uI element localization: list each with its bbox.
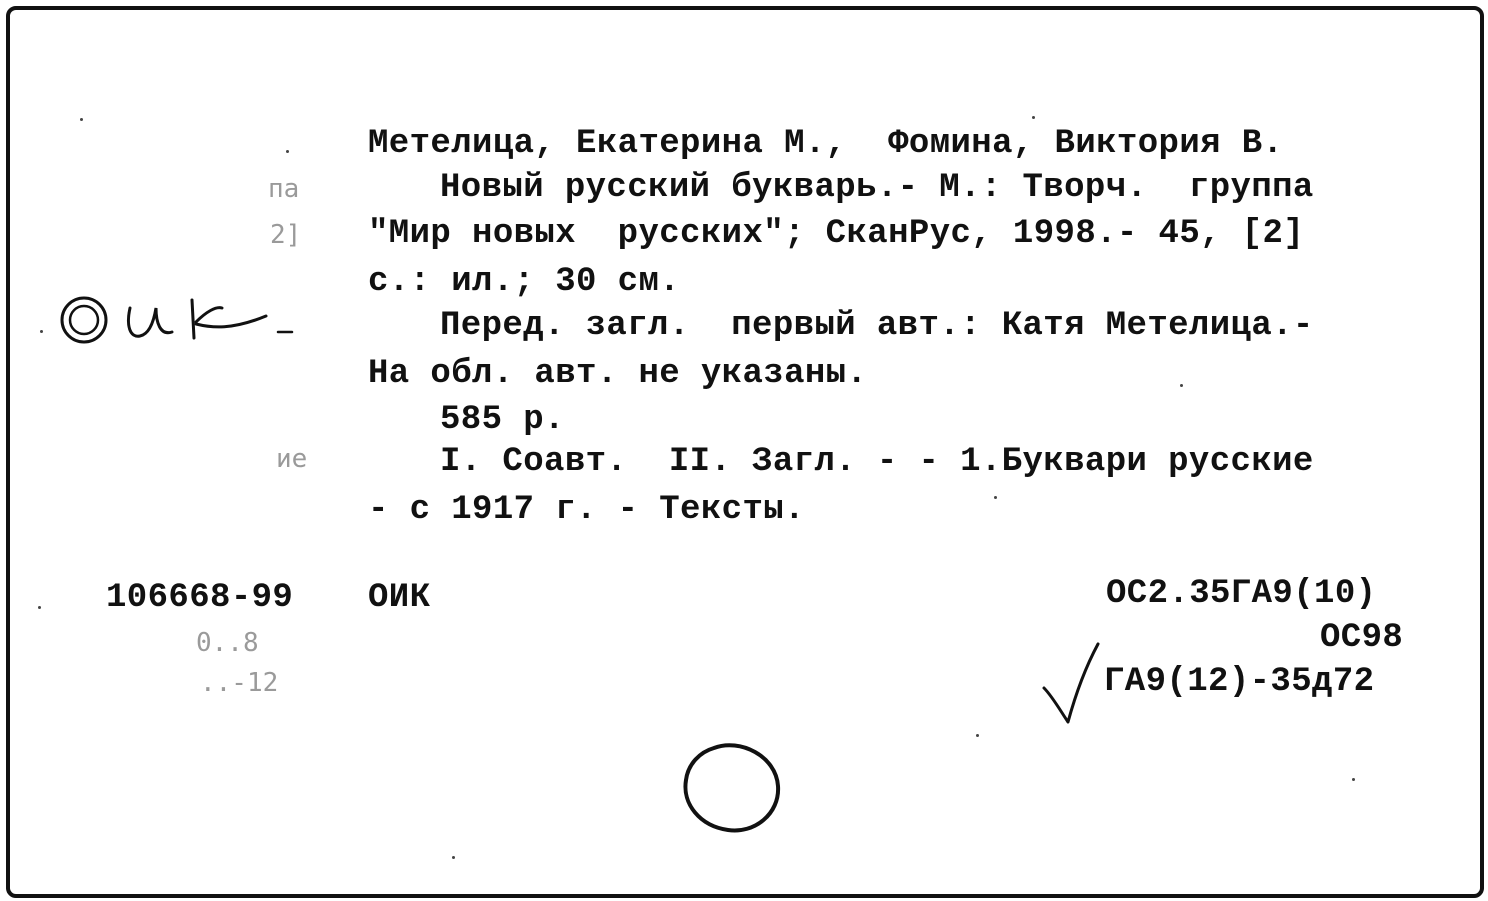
note-line: На обл. авт. не указаны. bbox=[368, 355, 868, 393]
speck bbox=[1180, 384, 1183, 387]
margin-fragment: 0..8 bbox=[196, 628, 259, 658]
classification-code: ГА9(12)-35д72 bbox=[1104, 663, 1375, 701]
classification-code: ОС98 bbox=[1320, 619, 1404, 657]
classification-code: ОС2.35ГА9(10) bbox=[1106, 575, 1377, 613]
speck bbox=[80, 118, 83, 121]
accession-number: 106668-99 bbox=[106, 579, 294, 617]
authors-line: Метелица, Екатерина М., Фомина, Виктория В. bbox=[368, 125, 1284, 163]
margin-fragment: ие bbox=[276, 444, 308, 474]
speck bbox=[40, 330, 43, 333]
physical-description: с.: ил.; 30 см. bbox=[368, 263, 681, 301]
margin-fragment: ..-12 bbox=[200, 668, 279, 698]
note-line: Перед. загл. первый авт.: Катя Метелица.- bbox=[440, 307, 1314, 345]
margin-fragment: 2] bbox=[270, 220, 302, 250]
speck bbox=[976, 734, 979, 737]
tracing-line: I. Соавт. II. Загл. - - 1.Буквари русские bbox=[440, 443, 1314, 481]
speck bbox=[38, 606, 41, 609]
tracing-line: - с 1917 г. - Тексты. bbox=[368, 491, 805, 529]
title-line: "Мир новых русских"; СканРус, 1998.- 45, [2] bbox=[368, 215, 1305, 253]
speck bbox=[1032, 116, 1035, 119]
title-line: Новый русский букварь.- М.: Творч. группа bbox=[440, 169, 1314, 207]
department-code: ОИК bbox=[368, 579, 431, 617]
speck bbox=[1352, 778, 1355, 781]
speck bbox=[452, 856, 455, 859]
speck bbox=[286, 150, 289, 153]
margin-fragment: па bbox=[268, 174, 300, 204]
price: 585 р. bbox=[440, 401, 565, 439]
speck bbox=[994, 496, 997, 499]
checkmark-icon bbox=[1040, 640, 1104, 730]
handwritten-label-icon bbox=[56, 286, 296, 356]
circle-mark-icon bbox=[680, 738, 784, 838]
